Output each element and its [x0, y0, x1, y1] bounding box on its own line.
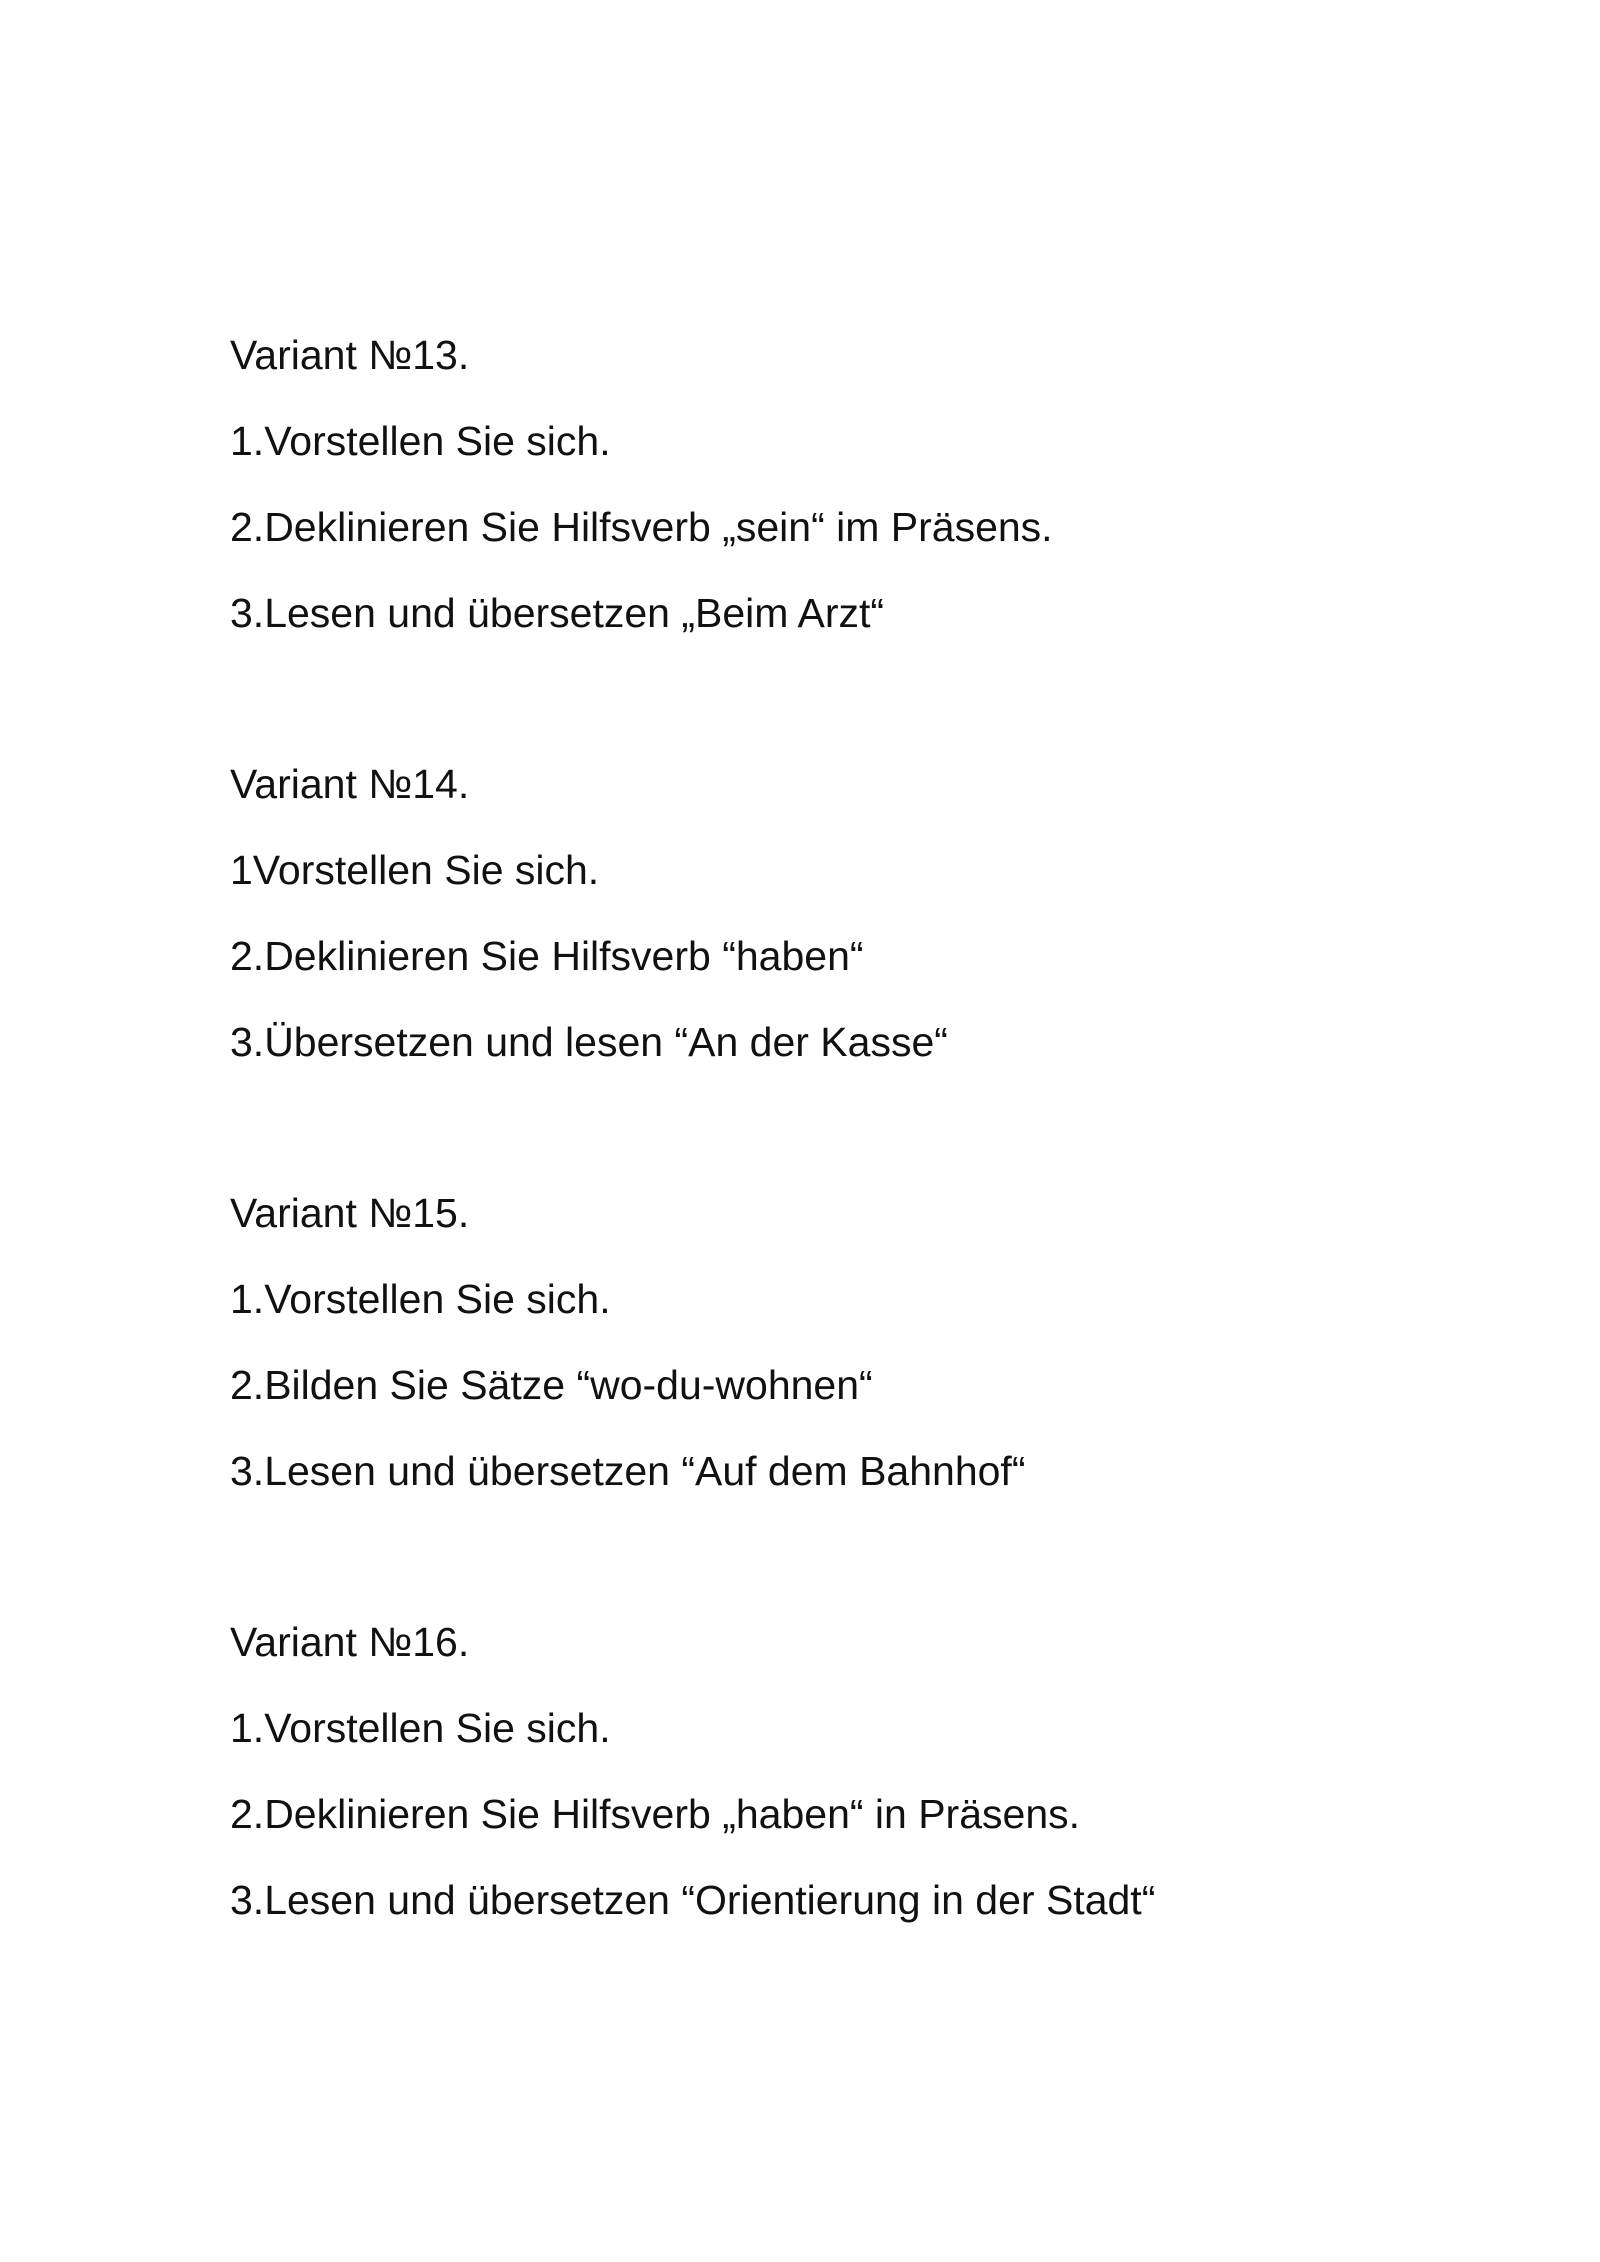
variant-13	[230, 312, 1430, 656]
document-content	[230, 312, 1430, 2028]
task-item: 2.Bilden Sie Sätze “wo-du-wohnen“	[230, 1362, 873, 1408]
task-item: 2.Deklinieren Sie Hilfsverb „haben“ in Präsens.	[230, 1791, 1081, 1837]
variant-title: Variant №16.	[230, 1619, 470, 1665]
task-item: 3.Lesen und übersetzen “Orientierung in der Stadt“	[230, 1877, 1156, 1923]
variant-title: Variant №13.	[230, 332, 470, 378]
task-item: 1.Vorstellen Sie sich.	[230, 418, 611, 464]
variant-14	[230, 741, 1430, 1085]
task-item: 3.Übersetzen und lesen “An der Kasse“	[230, 1019, 948, 1065]
variant-title: Variant №15.	[230, 1190, 470, 1236]
task-item: 1.Vorstellen Sie sich.	[230, 1276, 611, 1322]
task-item: 1Vorstellen Sie sich.	[230, 847, 600, 893]
task-item: 1.Vorstellen Sie sich.	[230, 1705, 611, 1751]
variant-15	[230, 1170, 1430, 1514]
task-item: 2.Deklinieren Sie Hilfsverb „sein“ im Präsens.	[230, 504, 1053, 550]
task-item: 3.Lesen und übersetzen “Auf dem Bahnhof“	[230, 1448, 1026, 1494]
variant-title: Variant №14.	[230, 761, 470, 807]
variant-16	[230, 1599, 1430, 1943]
task-item: 3.Lesen und übersetzen „Beim Arzt“	[230, 590, 885, 636]
task-item: 2.Deklinieren Sie Hilfsverb “haben“	[230, 933, 864, 979]
